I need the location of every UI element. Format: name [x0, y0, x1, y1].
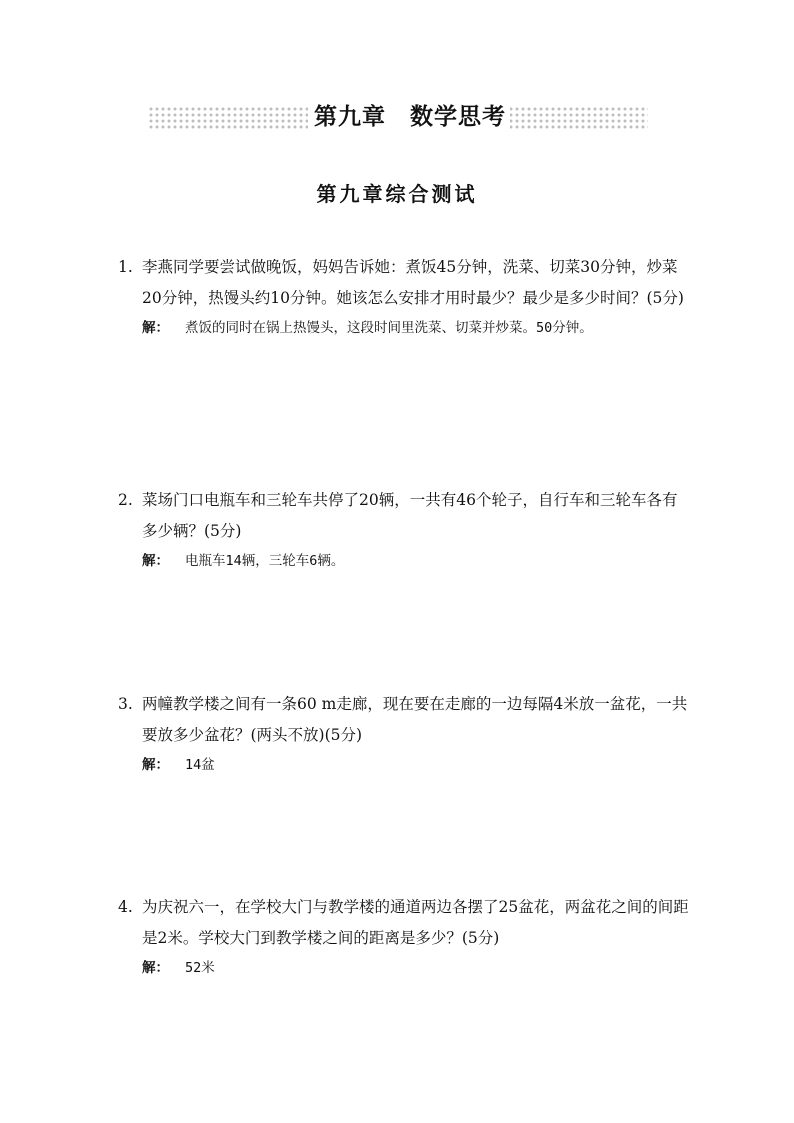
answer-label: 解： — [142, 960, 169, 976]
question-text — [118, 689, 690, 751]
answer-text: 电瓶车14辆，三轮车6辆。 — [185, 553, 345, 569]
answer — [142, 549, 690, 573]
question-body: 李燕同学要尝试做晚饭，妈妈告诉她：煮饭45分钟，洗菜、切菜30分钟，炒菜20分钟，热馒头约10分钟。她该怎么安排才用时最少？最少是多少时间？(5分) — [142, 258, 684, 307]
answer — [142, 753, 690, 777]
question-text — [118, 892, 690, 954]
answer — [142, 316, 690, 340]
question-body: 菜场门口电瓶车和三轮车共停了20辆，一共有46个轮子，自行车和三轮车各有多少辆？(5分) — [142, 491, 678, 540]
answer-text: 14盆 — [185, 757, 215, 773]
decorative-dots-left — [148, 106, 308, 130]
question-text — [118, 252, 690, 314]
question-number: 3. — [118, 695, 133, 713]
question-text — [118, 485, 690, 547]
answer-text: 52米 — [185, 960, 215, 976]
chapter-header — [148, 100, 648, 134]
question-number: 4. — [118, 898, 133, 916]
answer-label: 解： — [142, 757, 169, 773]
chapter-title: 第九章 数学思考 — [310, 100, 510, 134]
answer-label: 解： — [142, 553, 169, 569]
answer — [142, 956, 690, 980]
question-1 — [118, 252, 690, 340]
question-body: 为庆祝六一，在学校大门与教学楼的通道两边各摆了25盆花，两盆花之间的间距是2米。学校大门到教学楼之间的距离是多少？(5分) — [142, 898, 689, 947]
answer-text: 煮饭的同时在锅上热馒头，这段时间里洗菜、切菜并炒菜。50分钟。 — [185, 320, 593, 336]
section-title: 第九章综合测试 — [316, 182, 478, 206]
question-number: 2. — [118, 491, 133, 509]
question-2 — [118, 485, 690, 573]
question-4 — [118, 892, 690, 980]
question-3 — [118, 689, 690, 777]
answer-label: 解： — [142, 320, 169, 336]
decorative-dots-right — [508, 106, 648, 130]
question-number: 1. — [118, 258, 133, 276]
question-body: 两幢教学楼之间有一条60 m走廊，现在要在走廊的一边每隔4米放一盆花，一共要放多少盆花？(两头不放)(5分) — [142, 695, 688, 744]
